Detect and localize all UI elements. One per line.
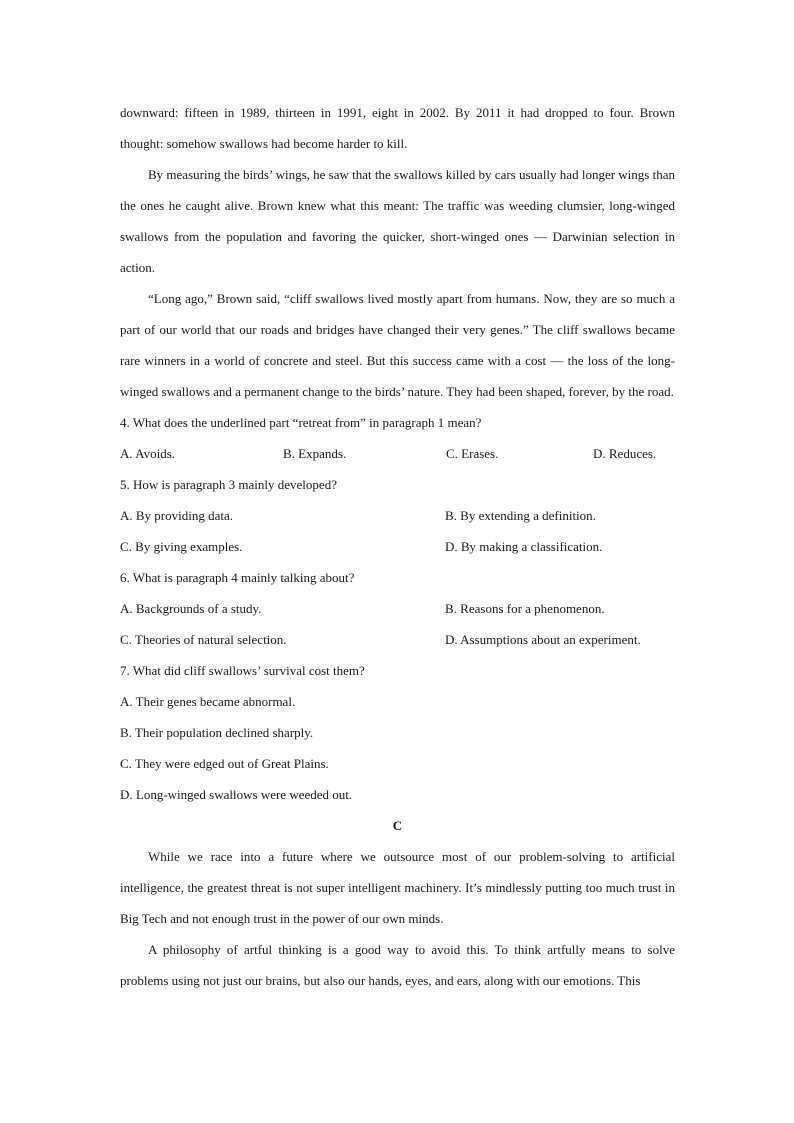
options-row xyxy=(120,500,675,531)
question-stem: 6. What is paragraph 4 mainly talking about? xyxy=(120,570,355,585)
option-c: C. They were edged out of Great Plains. xyxy=(120,756,329,771)
question-stem: 4. What does the underlined part “retreat from” in paragraph 1 mean? xyxy=(120,415,482,430)
option-d: D. Assumptions about an experiment. xyxy=(445,632,641,647)
question-stem: 5. How is paragraph 3 mainly developed? xyxy=(120,477,337,492)
option-b: B. Their population declined sharply. xyxy=(120,725,314,740)
passage-c-paragraph: While we race into a future where we outsource most of our problem-solving to artificial intelligence, the greatest threat is not super intelligent machinery. It’s mindlessly putting too much trust in Big Tech and not enough trust in the power of our own minds. xyxy=(120,849,675,926)
passage-b-paragraph-cont: downward: fifteen in 1989, thirteen in 1991, eight in 2002. By 2011 it had dropped to four. Brown thought: somehow swallows had become harder to kill. xyxy=(120,105,675,151)
option-b: B. By extending a definition. xyxy=(445,508,596,523)
question-7 xyxy=(120,655,675,810)
options-row xyxy=(120,624,675,655)
option-a: A. Backgrounds of a study. xyxy=(120,601,262,616)
option-b: B. Reasons for a phenomenon. xyxy=(445,601,605,616)
options-row xyxy=(120,593,675,624)
question-5 xyxy=(120,469,675,562)
option-a: A. Their genes became abnormal. xyxy=(120,694,296,709)
passage-b-paragraph: “Long ago,” Brown said, “cliff swallows lived mostly apart from humans. Now, they are so much a part of our world that our roads and bridges have changed their very genes.” The cliff swallows became rare winners in a world of concrete and steel. But this success came with a cost — the loss of the long-winged swallows and a permanent change to the birds’ nature. They had been shaped, forever, by the road. xyxy=(120,291,675,399)
passage-c-paragraph: A philosophy of artful thinking is a good way to avoid this. To think artfully means to solve problems using not just our brains, but also our hands, eyes, and ears, along with our emotions. This xyxy=(120,942,675,988)
option-c: C. Theories of natural selection. xyxy=(120,632,287,647)
option-b: B. Expands. xyxy=(283,446,347,461)
option-d: D. Long-winged swallows were weeded out. xyxy=(120,787,353,802)
option-d: D. By making a classification. xyxy=(445,539,603,554)
options-row xyxy=(120,438,675,469)
question-6 xyxy=(120,562,675,655)
option-c: C. By giving examples. xyxy=(120,539,243,554)
option-a: A. By providing data. xyxy=(120,508,234,523)
option-a: A. Avoids. xyxy=(120,446,176,461)
question-stem: 7. What did cliff swallows’ survival cost them? xyxy=(120,663,365,678)
options-row xyxy=(120,531,675,562)
option-d: D. Reduces. xyxy=(593,446,657,461)
document-page xyxy=(120,97,675,996)
option-c: C. Erases. xyxy=(446,446,499,461)
passage-b-paragraph: By measuring the birds’ wings, he saw that the swallows killed by cars usually had longer wings than the ones he caught alive. Brown knew what this meant: The traffic was weeding clumsier, long-winged swallows from the population and favoring the quicker, short-winged ones — Darwinian selection in action. xyxy=(120,167,675,275)
section-title-c: C xyxy=(392,818,403,833)
question-4 xyxy=(120,407,675,469)
